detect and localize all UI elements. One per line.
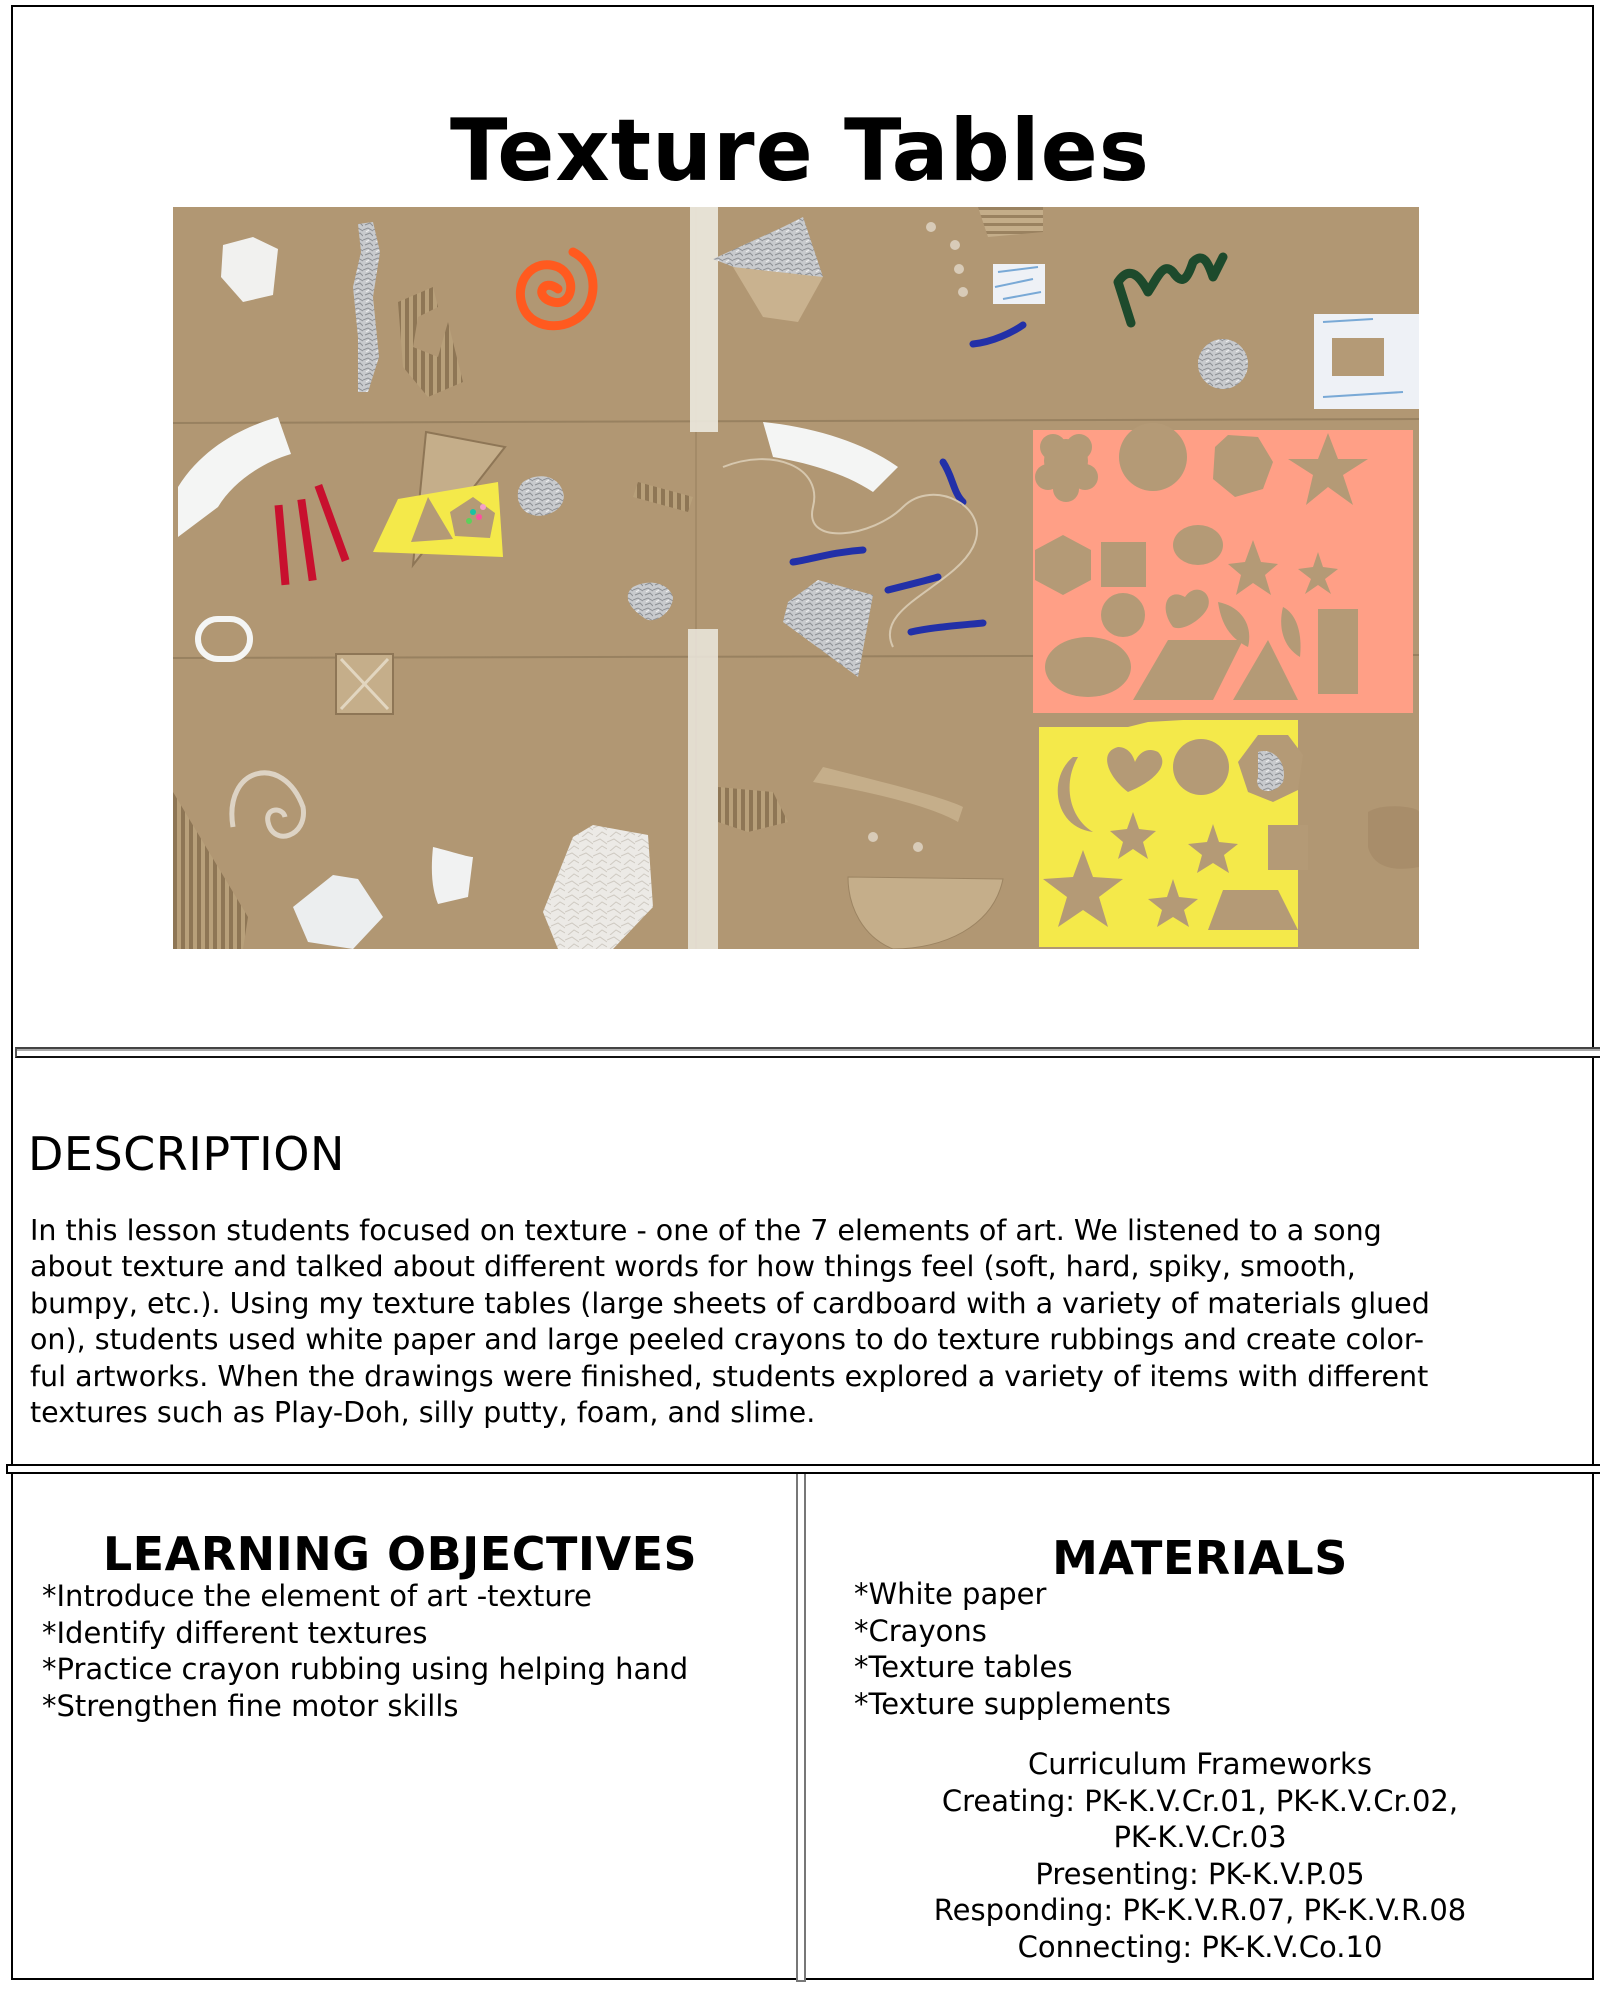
page-title: Texture Tables xyxy=(450,100,1150,201)
texture-table-photo xyxy=(173,207,1419,949)
curriculum-line: Connecting: PK-K.V.Co.10 xyxy=(1017,1929,1383,1964)
peach-shape-stencil xyxy=(1033,423,1413,713)
material-item: *Crayons xyxy=(854,1613,987,1648)
objective-item: *Practice crayon rubbing using helping hand xyxy=(42,1652,689,1686)
learning-objectives-list xyxy=(42,1578,688,1724)
curriculum-line: Presenting: PK-K.V.P.05 xyxy=(1035,1856,1365,1891)
curriculum-line: Creating: PK-K.V.Cr.01, PK-K.V.Cr.02, xyxy=(941,1783,1459,1818)
yellow-shape-stencil-large xyxy=(1039,720,1308,947)
objective-item: *Identify different textures xyxy=(42,1615,428,1650)
curriculum-line: PK-K.V.Cr.03 xyxy=(1113,1820,1287,1854)
description-body: In this lesson students focused on texture - one of the 7 elements of art. We listened to a song about texture and talked about different words for how things feel (soft, hard, spiky, smooth, bumpy, etc.). Using my texture tables (large sheets of cardboard with a variety of materials glued on), students used white paper and large peeled crayons to do texture rubbings and create color- ful artworks. When the drawings were finished, students explored a variety of items with different textures such as Play-Doh, silly putty, foam, and slime. xyxy=(30,1213,1430,1429)
foil-ball xyxy=(1198,339,1248,389)
material-item: *Texture supplements xyxy=(854,1686,1172,1721)
learning-objectives-heading: LEARNING OBJECTIVES xyxy=(102,1527,698,1582)
section-divider xyxy=(15,1047,1600,1058)
description-heading: DESCRIPTION xyxy=(28,1127,345,1182)
curriculum-frameworks xyxy=(806,1746,1594,1965)
materials-heading: MATERIALS xyxy=(1052,1531,1348,1586)
material-item: *Texture tables xyxy=(854,1650,1073,1684)
section-divider xyxy=(6,1464,1600,1474)
masking-tape xyxy=(690,207,718,432)
column-divider xyxy=(796,1474,806,1982)
materials-list xyxy=(854,1576,1171,1722)
objective-item: *Strengthen fine motor skills xyxy=(42,1688,459,1723)
objective-item: *Introduce the element of art -texture xyxy=(42,1579,592,1613)
curriculum-line: Responding: PK-K.V.R.07, PK-K.V.R.08 xyxy=(933,1893,1467,1927)
curriculum-heading: Curriculum Frameworks xyxy=(1028,1747,1372,1781)
material-item: *White paper xyxy=(854,1577,1047,1611)
